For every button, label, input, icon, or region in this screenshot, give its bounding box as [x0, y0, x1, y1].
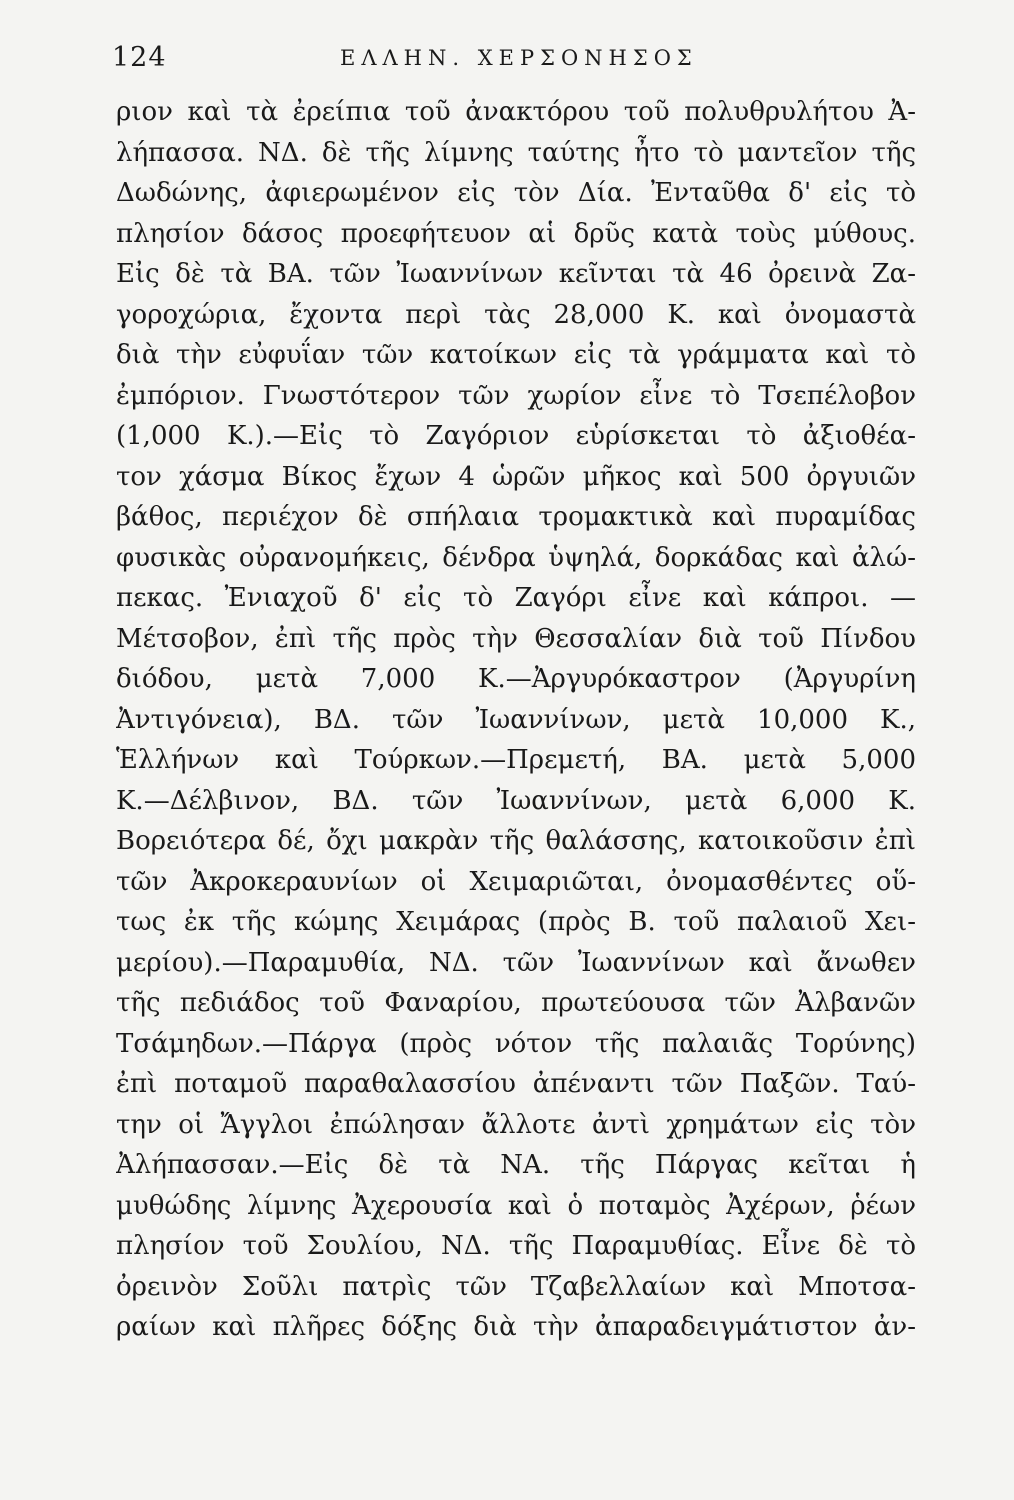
text-line: Κ.—Δέλβινον, ΒΔ. τῶν Ἰωαννίνων, μετὰ 6,000 Κ.	[116, 785, 916, 816]
text-line: τον χάσμα Βίκος ἔχων 4 ὡρῶν μῆκος καὶ 500 ὀργυιῶν	[116, 461, 916, 492]
page-header	[112, 42, 912, 82]
text-line: βάθος, περιέχον δὲ σπήλαια τρομακτικὰ καὶ πυραμίδας	[116, 502, 916, 532]
text-line: ὀρεινὸν Σοῦλι πατρὶς τῶν Τζαβελλαίων καὶ Μποτσα-	[116, 1271, 916, 1302]
text-line: μερίου).—Παραμυθία, ΝΔ. τῶν Ἰωαννίνων καὶ ἄνωθεν	[116, 947, 916, 978]
text-line: Μέτσοβον, ἐπὶ τῆς πρὸς τὴν Θεσσαλίαν διὰ τοῦ Πίνδου	[116, 623, 916, 654]
text-line: Τσάμηδων.—Πάργα (πρὸς νότον τῆς παλαιᾶς Τορύνης)	[116, 1028, 916, 1059]
text-line: Ἀντιγόνεια), ΒΔ. τῶν Ἰωαννίνων, μετὰ 10,000 Κ.,	[116, 704, 916, 735]
text-line: Δωδώνης, ἀφιερωμένον εἰς τὸν Δία. Ἐνταῦθα δ' εἰς τὸ	[116, 178, 916, 208]
text-line: ἐμπόριον. Γνωστότερον τῶν χωρίον εἶνε τὸ Τσεπέλοβον	[116, 380, 916, 411]
text-line: ραίων καὶ πλῆρες δόξης διὰ τὴν ἀπαραδειγμάτιστον ἀν-	[116, 1312, 916, 1342]
text-line: Ἀλήπασσαν.—Εἰς δὲ τὰ ΝΑ. τῆς Πάργας κεῖται ἡ	[116, 1150, 916, 1180]
text-line: διόδου, μετὰ 7,000 Κ.—Ἀργυρόκαστρον (Ἀργυρίνη	[116, 664, 916, 694]
body-text	[116, 92, 916, 1348]
text-line: Βορειότερα δέ, ὄχι μακρὰν τῆς θαλάσσης, κατοικοῦσιν ἐπὶ	[116, 826, 916, 856]
text-line: τῆς πεδιάδος τοῦ Φαναρίου, πρωτεύουσα τῶν Ἀλβανῶν	[116, 988, 916, 1018]
text-line: μυθώδης λίμνης Ἀχερουσία καὶ ὁ ποταμὸς Ἀχέρων, ῥέων	[116, 1190, 916, 1221]
text-line: Ἑλλήνων καὶ Τούρκων.—Πρεμετή, ΒΑ. μετὰ 5,000	[116, 745, 916, 775]
text-line: τῶν Ἀκροκεραυνίων οἱ Χειμαριῶται, ὀνομασθέντες οὕ-	[116, 866, 916, 897]
text-line: διὰ τὴν εὐφυΐαν τῶν κατοίκων εἰς τὰ γράμματα καὶ τὸ	[116, 340, 916, 370]
text-line: γοροχώρια, ἔχοντα περὶ τὰς 28,000 Κ. καὶ ὀνομαστὰ	[116, 299, 916, 330]
text-line: ριον καὶ τὰ ἐρείπια τοῦ ἀνακτόρου τοῦ πολυθρυλήτου Ἀ-	[116, 97, 916, 127]
page-number: 124	[112, 42, 167, 73]
text-line: τως ἐκ τῆς κώμης Χειμάρας (πρὸς Β. τοῦ παλαιοῦ Χει-	[116, 907, 916, 937]
text-line: ἐπὶ ποταμοῦ παραθαλασσίου ἀπέναντι τῶν Παξῶν. Ταύ-	[116, 1069, 916, 1099]
text-line: (1,000 Κ.).—Εἰς τὸ Ζαγόριον εὑρίσκεται τὸ ἀξιοθέα-	[116, 421, 916, 451]
text-line: πλησίον τοῦ Σουλίου, ΝΔ. τῆς Παραμυθίας. Εἶνε δὲ τὸ	[116, 1231, 916, 1261]
text-line: λήπασσα. ΝΔ. δὲ τῆς λίμνης ταύτης ἦτο τὸ μαντεῖον τῆς	[116, 137, 916, 168]
text-line: πεκας. Ἐνιαχοῦ δ' εἰς τὸ Ζαγόρι εἶνε καὶ κάπροι. —	[116, 583, 916, 613]
running-head: ΕΛΛΗΝ. ΧΕΡΣΟΝΗΣΟΣ	[340, 46, 698, 70]
text-line: την οἱ Ἄγγλοι ἐπώλησαν ἄλλοτε ἀντὶ χρημάτων εἰς τὸν	[116, 1109, 916, 1140]
text-line: πλησίον δάσος προεφήτευον αἱ δρῦς κατὰ τοὺς μύθους.	[116, 218, 916, 249]
text-line: φυσικὰς οὐρανομήκεις, δένδρα ὑψηλά, δορκάδας καὶ ἀλώ-	[116, 542, 916, 573]
text-line: Εἰς δὲ τὰ ΒΑ. τῶν Ἰωαννίνων κεῖνται τὰ 46 ὀρεινὰ Ζα-	[116, 259, 916, 289]
